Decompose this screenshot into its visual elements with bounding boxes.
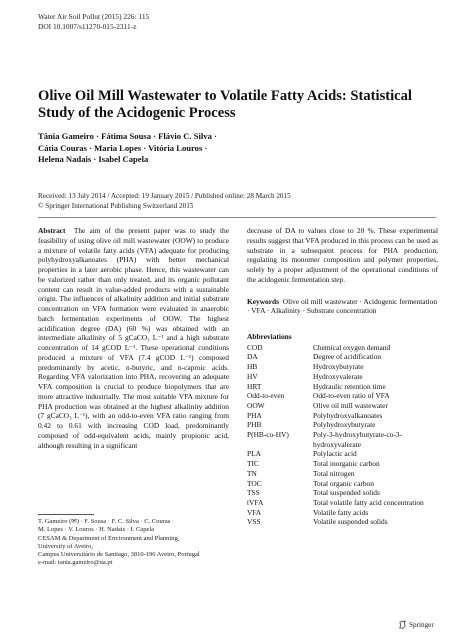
affiliation-line: CESAM & Department of Environment and Planning, xyxy=(38,534,180,542)
abbreviation-definition: Hydraulic retention time xyxy=(313,381,386,391)
abbreviation-definition: Volatile fatty acids xyxy=(313,507,369,517)
abstract-continuation: decrease of DA to values close to 20 %. These experimental results suggest that VFA produced in this process can be used as substrate in a subsequent process for PHA production, regulating its monomer composition and polymer properties, solely by a proper adjustment of the operational conditions of the acidogenic fermentation step. xyxy=(247,226,438,284)
journal-citation: Water Air Soil Pollut (2015) 226: 115 xyxy=(38,12,150,21)
abbreviation-term: VFA xyxy=(247,507,262,517)
abbreviation-row xyxy=(247,469,438,479)
abbreviation-definition: Total inorganic carbon xyxy=(313,459,380,469)
author-line: Helena Nadais · Isabel Capela xyxy=(38,154,149,165)
abbreviation-term: TOC xyxy=(247,478,262,488)
received-dates: Received: 13 July 2014 / Accepted: 19 January 2015 / Published online: 28 March 2015 xyxy=(38,192,291,200)
abbreviation-row xyxy=(247,420,438,430)
affiliation-line: M. Lopes · V. Louros · H. Nadais · I. Capela xyxy=(38,526,155,534)
abbreviation-row xyxy=(247,488,438,498)
affiliation-line: Campus Universitário de Santiago, 3810-196 Aveiro, Portugal xyxy=(38,551,200,559)
abbreviation-term: DA xyxy=(247,352,258,362)
abbreviation-definition: Poly-3-hydroxybutyrate-co-3-hydroxyvalerate xyxy=(313,430,403,449)
abbreviation-row xyxy=(247,362,438,372)
abbreviations-table xyxy=(247,343,438,527)
abbreviation-term: HRT xyxy=(247,381,262,391)
abbreviation-row xyxy=(247,372,438,382)
affiliation-divider xyxy=(38,514,94,515)
abbreviation-row xyxy=(247,498,438,508)
abbreviation-term: HB xyxy=(247,362,258,372)
abbreviation-definition: Polyhydroxybutyrate xyxy=(313,420,376,430)
abbreviation-term: P(HB-co-HV) xyxy=(247,430,289,440)
author-line: Cátia Couras · Maria Lopes · Vitória Louros · xyxy=(38,142,208,153)
author-list xyxy=(38,131,298,166)
doi: DOI 10.1007/s11270-015-2311-z xyxy=(38,22,137,31)
abbreviation-definition: Total nitrogen xyxy=(313,468,355,478)
publisher-name: Springer xyxy=(409,620,434,629)
abbreviation-row xyxy=(247,430,438,449)
affiliation-block xyxy=(38,518,233,568)
publisher-logo xyxy=(398,620,434,629)
abbreviation-term: PHB xyxy=(247,420,262,430)
affiliation-line: T. Gameiro (✉) · F. Sousa · F. C. Silva · C. Couras · xyxy=(38,518,175,525)
abbreviation-definition: Odd-to-even ratio of VFA xyxy=(313,391,390,401)
left-column xyxy=(38,226,229,450)
abstract-text: The aim of the present paper was to study the feasibility of using olive oil mill wastewater (OOW) to produce a mixture of volatile fatty acids (VFA) adequate for producing polyhydroxyalkanoates (PHA) with better mechanical properties in a later aerobic phase. Hence, this wastewater can be valorized rather than only treated, and its organic pollutant content can result in value-added products with a sustainable origin. The influences of alkalinity addition and initial substrate concentration on VFA formation were evaluated in anaerobic batch fermentation experiments of OOW. The highest acidification degree (DA) (60 %) was obtained with an intermediate alkalinity of 5 gCaCO₃ L⁻¹ and a high substrate concentration of 14 gCOD L⁻¹. These operational conditions produced a mixture of VFA (7.4 gCOD L⁻¹) composed predominantly by acetic, n-butyric, and n-caproic acids. Regarding VFA valorization into PHA, recovering an adequate VFA composition is crucial to produce biopolymers that are more attractive industrially. The most suitable VFA mixture for PHA production was obtained at the highest alkalinity addition (7 gCaCO₃ L⁻¹), with an odd-to-even VFA ratio ranging from 0.42 to 0.61 with increasing COD load, predominantly composed of odd-equivalent acids, mainly propionic acid, although resulting in a significant xyxy=(38,226,229,450)
abbreviation-row xyxy=(247,459,438,469)
affiliation-line: University of Aveiro, xyxy=(38,542,93,550)
abbreviation-term: PLA xyxy=(247,449,261,459)
publication-dates xyxy=(38,192,438,211)
abbreviation-row xyxy=(247,382,438,392)
springer-horse-icon xyxy=(398,620,407,629)
abstract xyxy=(38,226,229,450)
abbreviation-term: Odd-to-even xyxy=(247,391,285,401)
abbreviation-definition: Hydroxybutyrate xyxy=(313,362,364,372)
abbreviation-definition: Total organic carbon xyxy=(313,478,374,488)
abstract-label: Abstract xyxy=(38,226,66,235)
abbreviation-row xyxy=(247,352,438,362)
abbreviation-term: TN xyxy=(247,468,257,478)
abbreviation-term: PHA xyxy=(247,410,262,420)
abbreviation-definition: Volatile suspended solids xyxy=(313,517,388,527)
abbreviation-row xyxy=(247,343,438,353)
abbreviation-term: OOW xyxy=(247,400,265,410)
abbreviation-definition: Polyhydroxyalkanoates xyxy=(313,410,383,420)
abbreviation-row xyxy=(247,401,438,411)
abbreviation-row xyxy=(247,411,438,421)
abbreviation-row xyxy=(247,449,438,459)
keywords-text: Olive oil mill wastewater · Acidogenic fermentation · VFA · Alkalinity · Substrate concentration xyxy=(247,296,438,316)
abbreviation-term: VSS xyxy=(247,517,261,527)
author-line: Tânia Gameiro · Fátima Sousa · Flávio C. Silva · xyxy=(38,131,217,141)
abbreviation-term: TSS xyxy=(247,488,260,498)
keywords xyxy=(247,297,438,317)
abbreviation-definition: Total suspended solids xyxy=(313,488,380,498)
affiliation-email: e-mail: tania.gameiro@ua.pt xyxy=(38,559,113,567)
abbreviation-term: TIC xyxy=(247,459,259,469)
abbreviation-term: tVFA xyxy=(247,498,264,507)
abbreviation-definition: Degree of acidification xyxy=(313,352,382,362)
abbreviation-definition: Hydroxyvalerate xyxy=(313,371,363,381)
abbreviation-definition: Chemical oxygen demand xyxy=(313,342,391,352)
keywords-label: Keywords xyxy=(247,296,280,306)
journal-header xyxy=(38,12,149,32)
abbreviation-definition: Olive oil mill wastewater xyxy=(313,400,388,410)
abbreviation-definition: Polylactic acid xyxy=(313,449,357,459)
abbreviation-row xyxy=(247,517,438,527)
abbreviation-row xyxy=(247,479,438,489)
right-column xyxy=(247,226,438,527)
abbreviations-title: Abbreviations xyxy=(247,332,292,341)
abbreviation-term: COD xyxy=(247,342,263,352)
abbreviation-row xyxy=(247,508,438,518)
abbreviation-row xyxy=(247,391,438,401)
abbreviation-term: HV xyxy=(247,371,258,381)
abbreviation-definition: Total volatile fatty acid concentration xyxy=(313,498,424,507)
copyright: © Springer International Publishing Switzerland 2015 xyxy=(38,201,194,210)
header-divider xyxy=(38,217,436,218)
article-title: Olive Oil Mill Wastewater to Volatile Fatty Acids: Statistical Study of the Acidogenic Process xyxy=(38,88,412,121)
